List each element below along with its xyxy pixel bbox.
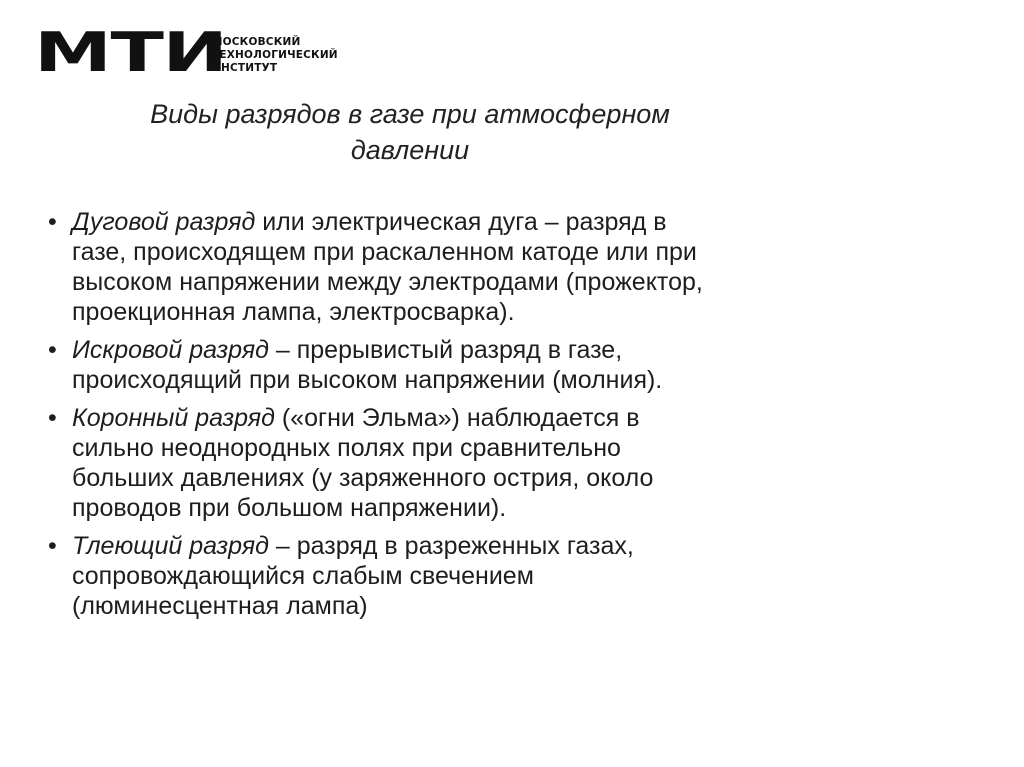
item-term: Тлеющий разряд xyxy=(72,532,269,560)
item-line: проводов при большом напряжении). xyxy=(72,494,507,522)
list-item xyxy=(48,531,848,621)
logo-mark: МТИ xyxy=(34,21,227,84)
bullet-list xyxy=(48,207,848,629)
item-line: сопровождающийся слабым свечением xyxy=(72,562,534,590)
item-term: Дуговой разряд xyxy=(72,208,256,236)
logo-caption-line: ИНСТИТУТ xyxy=(212,61,278,74)
item-line: высоком напряжении между электродами (прожектор, xyxy=(72,268,703,296)
slide-title-line: давлении xyxy=(350,135,470,165)
item-term: Коронный разряд xyxy=(72,404,275,432)
item-line: (люминесцентная лампа) xyxy=(72,592,368,620)
logo-caption-line: ТЕХНОЛОГИЧЕСКИЙ xyxy=(212,48,338,61)
slide-title-line: Виды разрядов в газе при атмосферном xyxy=(150,99,670,129)
item-line xyxy=(72,335,848,365)
item-line: происходящий при высоком напряжении (молния). xyxy=(72,366,663,394)
slide-title xyxy=(90,96,730,168)
item-line xyxy=(72,403,848,433)
item-term: Искровой разряд xyxy=(72,336,269,364)
logo-caption-line: МОСКОВСКИЙ xyxy=(212,35,301,48)
bullet-icon: • xyxy=(48,208,57,236)
list-item xyxy=(48,207,848,327)
bullet-icon: • xyxy=(48,532,57,560)
item-line xyxy=(72,207,848,237)
item-line xyxy=(72,531,848,561)
item-line: газе, происходящем при раскаленном катоде или при xyxy=(72,238,697,266)
institute-logo xyxy=(34,21,338,84)
item-text: («огни Эльма») наблюдается в xyxy=(274,404,640,432)
item-text: – прерывистый разряд в газе, xyxy=(268,336,623,364)
bullet-icon: • xyxy=(48,336,57,364)
list-item xyxy=(48,403,848,523)
item-line: сильно неоднородных полях при сравнительно xyxy=(72,434,621,462)
item-line: проекционная лампа, электросварка). xyxy=(72,298,515,326)
list-item xyxy=(48,335,848,395)
item-line: больших давлениях (у заряженного острия, около xyxy=(72,464,654,492)
bullet-icon: • xyxy=(48,404,57,432)
item-text: или электрическая дуга – разряд в xyxy=(255,208,667,236)
item-text: – разряд в разреженных газах, xyxy=(268,532,634,560)
